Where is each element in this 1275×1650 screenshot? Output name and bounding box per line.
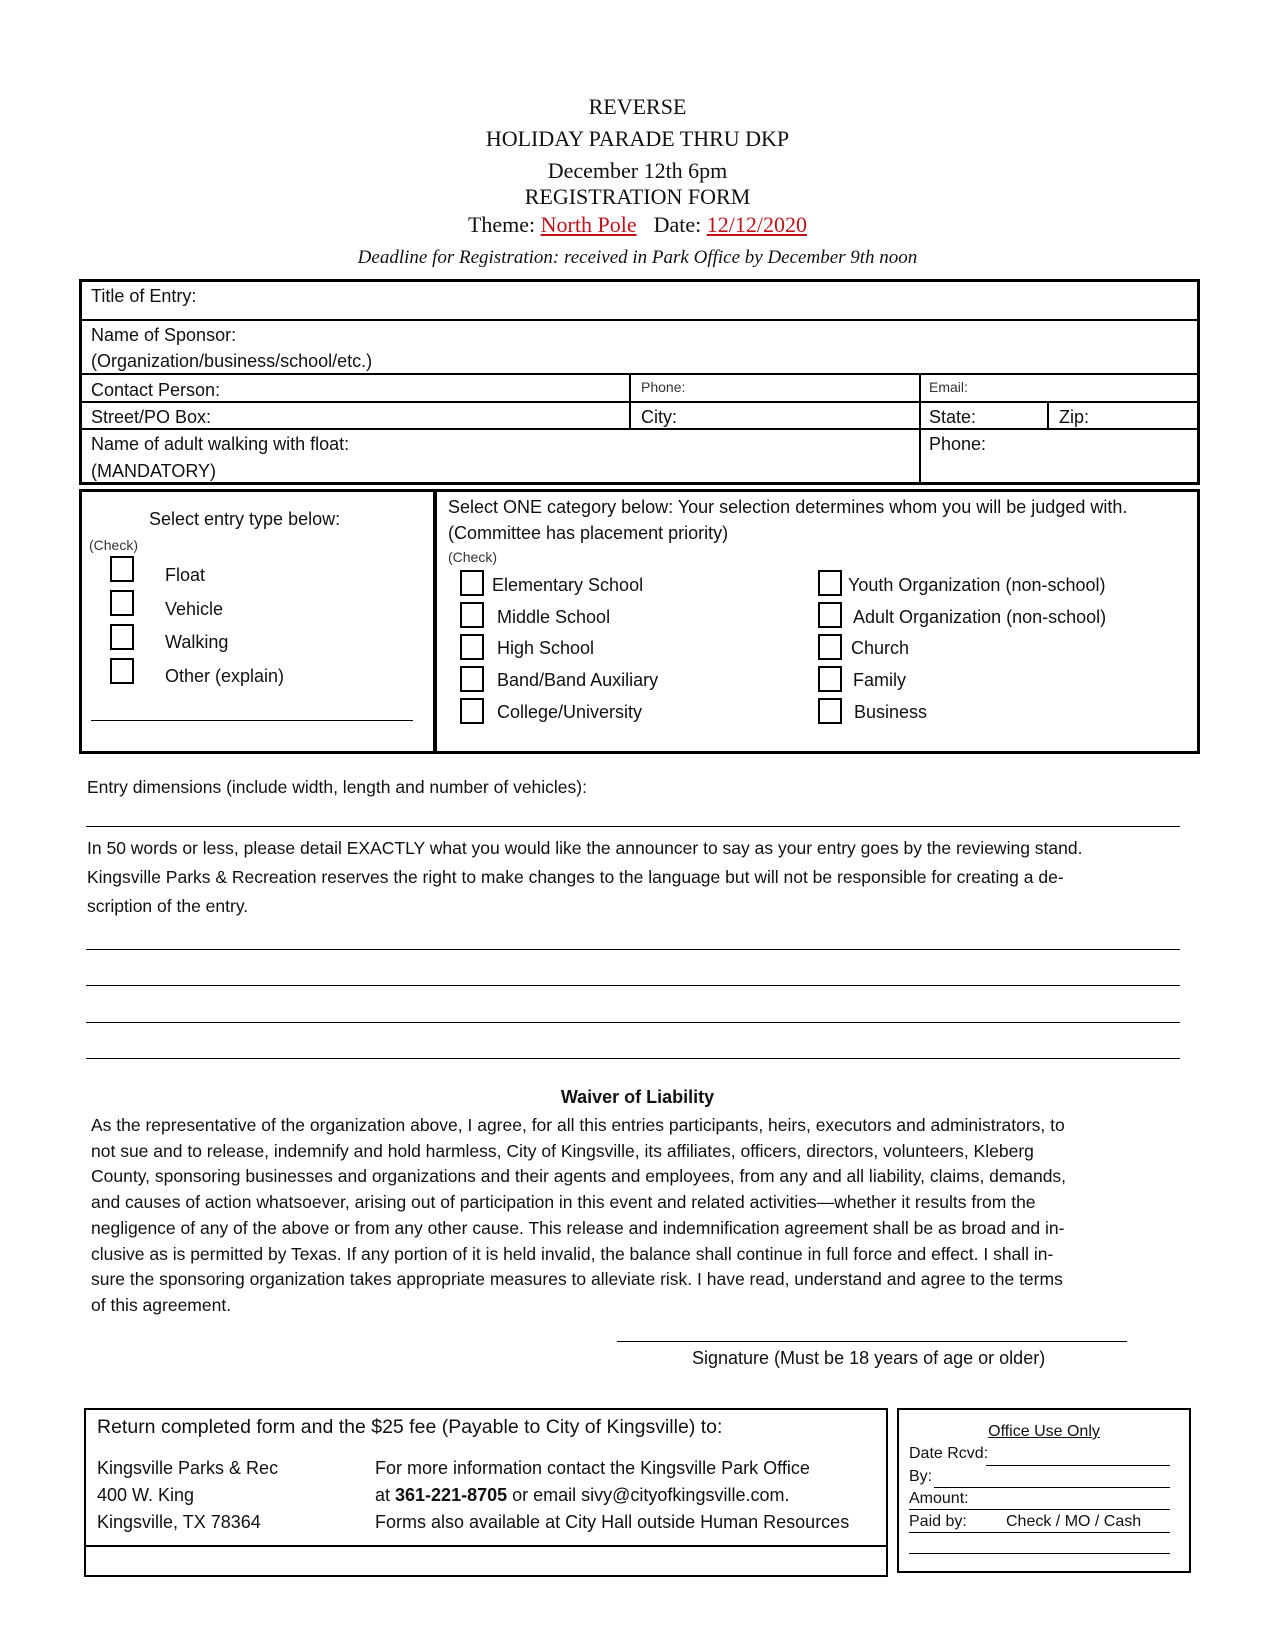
- college-university-label: College/University: [497, 702, 643, 722]
- contact-prefix: at: [375, 1485, 396, 1505]
- email-field[interactable]: Email:: [929, 379, 968, 395]
- walking-checkbox[interactable]: [110, 624, 134, 650]
- signature-line[interactable]: [617, 1341, 1127, 1342]
- middle-school-checkbox[interactable]: [460, 602, 484, 628]
- elementary-school-label: Elementary School: [492, 575, 644, 595]
- waiver-line: and causes of action whatsoever, arising out of participation in this event and related activities—whether it results from the: [91, 1192, 1036, 1213]
- office-field-line: [909, 1532, 1170, 1533]
- contact-info-line: [375, 1485, 789, 1506]
- announcer-instructions: [87, 834, 1082, 921]
- middle-school-label: Middle School: [497, 607, 611, 627]
- amount-field[interactable]: Amount:: [909, 1490, 969, 1507]
- category-heading: Select ONE category below: Your selection determines whom you will be judged with.: [448, 497, 1128, 517]
- adult-walker-sublabel: (MANDATORY): [91, 461, 217, 481]
- vehicle-option-label: Vehicle: [165, 599, 224, 619]
- sponsor-field-sublabel: (Organization/business/school/etc.): [91, 351, 373, 371]
- waiver-title: Waiver of Liability: [560, 1087, 715, 1107]
- youth-organization-label: Youth Organization (non-school): [848, 575, 1106, 595]
- contact-phone-field[interactable]: Phone:: [641, 379, 686, 395]
- return-address-line: Kingsville, TX 78364: [97, 1512, 261, 1532]
- walking-option-label: Walking: [165, 632, 229, 652]
- divider: [1047, 401, 1049, 429]
- divider: [629, 373, 631, 429]
- date-label: Date:: [653, 212, 702, 237]
- title-of-entry-field[interactable]: Title of Entry:: [91, 286, 197, 306]
- divider: [80, 319, 1198, 321]
- youth-organization-checkbox[interactable]: [818, 570, 842, 596]
- waiver-line: clusive as is permitted by Texas. If any portion of it is held invalid, the balance shall continue in full force and effect. I shall in-: [91, 1243, 1054, 1264]
- header-line-date: December 12th 6pm: [547, 158, 728, 183]
- announcer-text-line[interactable]: [86, 949, 1180, 950]
- adult-organization-checkbox[interactable]: [818, 602, 842, 628]
- header-line-event: HOLIDAY PARADE THRU DKP: [485, 126, 790, 151]
- waiver-line: of this agreement.: [91, 1294, 232, 1315]
- announcer-text-line[interactable]: [86, 1022, 1180, 1023]
- return-heading: Return completed form and the $25 fee (Payable to City of Kingsville) to:: [97, 1416, 723, 1438]
- signature-label: Signature (Must be 18 years of age or older): [692, 1348, 1046, 1368]
- church-label: Church: [851, 638, 910, 658]
- category-check-note: (Check): [448, 549, 498, 565]
- church-checkbox[interactable]: [818, 634, 842, 660]
- street-field[interactable]: Street/PO Box:: [91, 407, 212, 427]
- family-checkbox[interactable]: [818, 666, 842, 692]
- waiver-line: County, sponsoring businesses and organizations and their agents and employees, from any and all liability, claims, demands,: [91, 1166, 1067, 1187]
- state-field[interactable]: State:: [929, 407, 977, 427]
- vehicle-checkbox[interactable]: [110, 590, 134, 616]
- band-auxiliary-label: Band/Band Auxiliary: [497, 670, 659, 690]
- paid-by-label: Paid by:: [909, 1513, 967, 1530]
- category-subheading: (Committee has placement priority): [448, 523, 729, 543]
- office-field-line: [986, 1465, 1170, 1466]
- return-address-line: Kingsville Parks & Rec: [97, 1458, 279, 1478]
- waiver-line: sure the sponsoring organization takes appropriate measures to alleviate risk. I have read, understand and agree to the terms: [91, 1269, 1063, 1290]
- theme-value: North Pole: [540, 212, 637, 237]
- waiver-body: [91, 1113, 1066, 1319]
- announcer-text-line[interactable]: [86, 985, 1180, 986]
- divider: [86, 1545, 886, 1547]
- college-university-checkbox[interactable]: [460, 698, 484, 724]
- contact-info-line: For more information contact the Kingsville Park Office: [375, 1458, 810, 1478]
- payment-method-options[interactable]: Check / MO / Cash: [1006, 1513, 1142, 1530]
- entry-dimensions-label: Entry dimensions (include width, length and number of vehicles):: [87, 777, 587, 797]
- header-line-form-title: REGISTRATION FORM: [524, 184, 751, 209]
- announcer-line-2: Kingsville Parks & Recreation reserves the right to make changes to the language but will not be responsible for creating a de-: [87, 867, 1064, 887]
- date-received-field[interactable]: Date Rcvd:: [909, 1445, 989, 1462]
- sponsor-field-label[interactable]: Name of Sponsor:: [91, 325, 237, 345]
- waiver-line: As the representative of the organization above, I agree, for all this entries participants, heirs, executors and administrators, to: [91, 1115, 1065, 1135]
- high-school-label: High School: [497, 638, 595, 658]
- adult-phone-field[interactable]: Phone:: [929, 434, 987, 454]
- office-field-line: [934, 1487, 1170, 1488]
- announcer-line-1: In 50 words or less, please detail EXACTLY what you would like the announcer to say as your entry goes by the reviewing stand.: [87, 838, 1083, 858]
- elementary-school-checkbox[interactable]: [460, 570, 484, 596]
- divider: [80, 428, 1198, 430]
- business-checkbox[interactable]: [818, 698, 842, 724]
- deadline-note: Deadline for Registration: received in Park Office by December 9th noon: [357, 247, 918, 268]
- business-label: Business: [854, 702, 928, 722]
- date-value: 12/12/2020: [706, 212, 808, 237]
- theme-date-line: [0, 212, 1275, 238]
- announcer-text-line[interactable]: [86, 1058, 1180, 1059]
- zip-field[interactable]: Zip:: [1059, 407, 1090, 427]
- received-by-field[interactable]: By:: [909, 1468, 933, 1485]
- office-field-line: [909, 1509, 1170, 1510]
- float-checkbox[interactable]: [110, 556, 134, 582]
- waiver-line: not sue and to release, indemnify and hold harmless, City of Kingsville, its affiliates, officers, directors, volunteers, Kleberg: [91, 1140, 1034, 1161]
- waiver-line: negligence of any of the above or from any other cause. This release and indemnification agreement shall be as broad and in-: [91, 1217, 1065, 1238]
- band-auxiliary-checkbox[interactable]: [460, 666, 484, 692]
- entry-type-heading: Select entry type below:: [149, 509, 341, 529]
- other-explain-line[interactable]: [91, 720, 413, 721]
- return-address-line: 400 W. King: [97, 1485, 195, 1505]
- divider: [80, 401, 1198, 403]
- float-option-label: Float: [165, 565, 206, 585]
- forms-availability-note: Forms also available at City Hall outside Human Resources: [375, 1512, 850, 1532]
- office-use-title: Office Use Only: [988, 1423, 1100, 1440]
- contact-email[interactable]: or email sivy@cityofkingsville.com.: [507, 1485, 790, 1505]
- announcer-line-3: scription of the entry.: [87, 896, 249, 916]
- entry-type-check-note: (Check): [89, 537, 139, 553]
- other-checkbox[interactable]: [110, 658, 134, 684]
- family-label: Family: [853, 670, 906, 690]
- other-option-label: Other (explain): [165, 666, 285, 686]
- header-line-reverse: REVERSE: [588, 94, 687, 119]
- high-school-checkbox[interactable]: [460, 634, 484, 660]
- theme-label: Theme:: [467, 212, 536, 237]
- divider: [80, 373, 1198, 375]
- divider: [919, 373, 921, 484]
- contact-person-field[interactable]: Contact Person:: [91, 380, 221, 400]
- office-field-line: [909, 1553, 1170, 1554]
- entry-dimensions-line[interactable]: [86, 826, 1180, 827]
- adult-organization-label: Adult Organization (non-school): [853, 607, 1107, 627]
- contact-phone-number: 361-221-8705: [395, 1485, 508, 1505]
- city-field[interactable]: City:: [641, 407, 677, 427]
- adult-walker-field[interactable]: Name of adult walking with float:: [91, 434, 350, 454]
